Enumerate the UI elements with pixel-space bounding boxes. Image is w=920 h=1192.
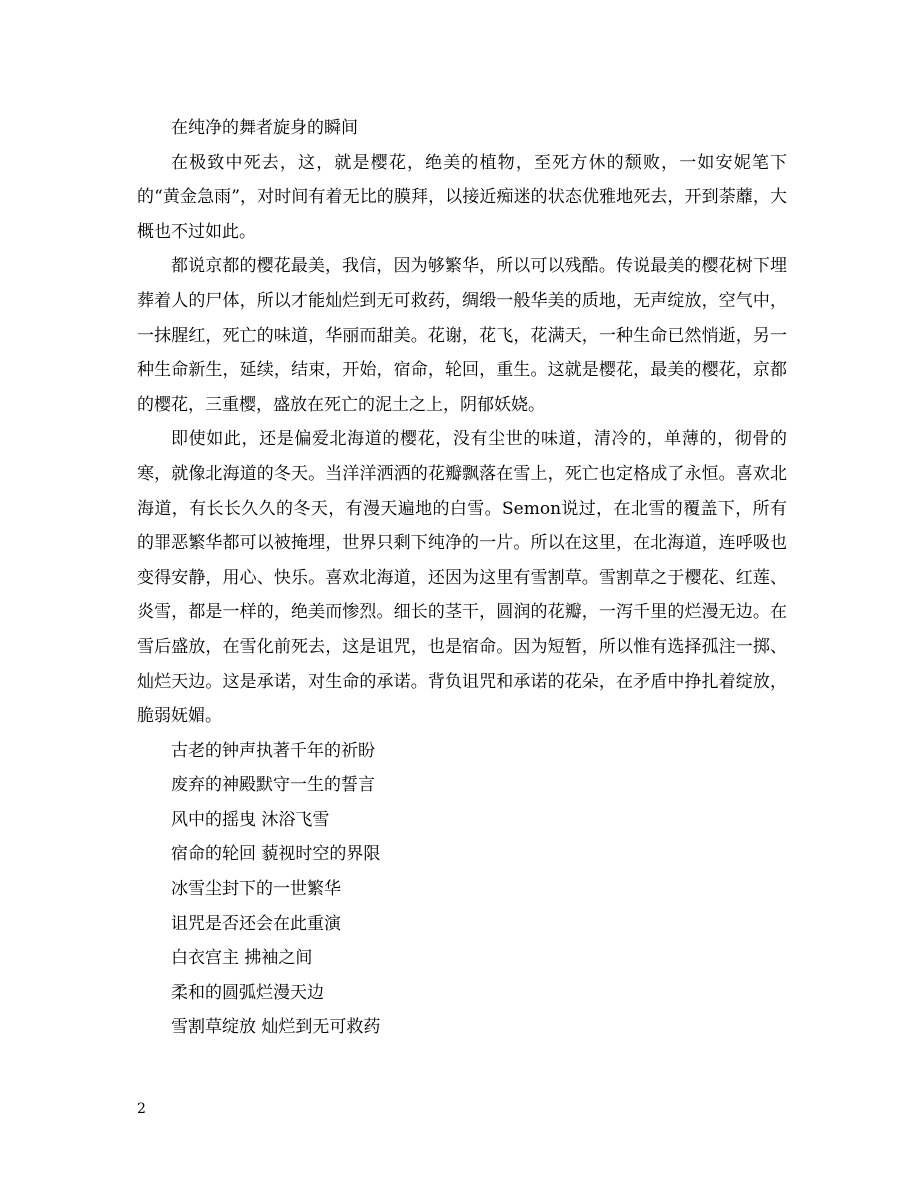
poem-line: 宿命的轮回 藐视时空的界限 — [171, 844, 381, 865]
document-body — [137, 111, 787, 1045]
poem-line: 白衣宫主 拂袖之间 — [171, 948, 313, 969]
poem-line: 诅咒是否还会在此重演 — [171, 913, 341, 934]
page-number: 2 — [137, 1101, 146, 1117]
poem-line: 古老的钟声执著千年的祈盼 — [171, 740, 375, 761]
paragraph: 即使如此，还是偏爱北海道的樱花，没有尘世的味道，清冷的，单薄的，彻骨的寒，就像北海道的冬天。当洋洋洒洒的花瓣飘落在雪上，死亡也定格成了永恒。喜欢北海道，有长长久久的冬天，有漫天遍地的白雪。Semon说过，在北雪的覆盖下，所有的罪恶繁华都可以被掩埋，世界只剩下纯净的一片。所以在这里，在北海道，连呼吸也变得安静，用心、快乐。喜欢北海道，还因为这里有雪割草。雪割草之于樱花、红莲、炎雪，都是一样的，绝美而惨烈。细长的茎干，圆润的花瓣，一泻千里的烂漫无边。在雪后盛放，在雪化前死去，这是诅咒，也是宿命。因为短暂，所以惟有选择孤注一掷、灿烂天边。这是承诺，对生命的承诺。背负诅咒和承诺的花朵，在矛盾中挣扎着绽放，脆弱妩媚。 — [137, 429, 787, 727]
opening-line: 在纯净的舞者旋身的瞬间 — [171, 118, 358, 138]
paragraph: 在极致中死去，这，就是樱花，绝美的植物，至死方休的颓败，一如安妮笔下的“黄金急雨”，对时间有着无比的膜拜，以接近痴迷的状态优雅地死去，开到荼蘼，大概也不过如此。 — [137, 152, 787, 242]
paragraph: 都说京都的樱花最美，我信，因为够繁华，所以可以残酷。传说最美的樱花树下埋葬着人的尸体，所以才能灿烂到无可救药，绸缎一般华美的质地，无声绽放，空气中，一抹腥红，死亡的味道，华丽而甜美。花谢，花飞，花满天，一种生命已然悄逝，另一种生命新生，延续，结束，开始，宿命，轮回，重生。这就是樱花，最美的樱花，京都的樱花，三重樱，盛放在死亡的泥土之上，阴郁妖娆。 — [137, 256, 787, 415]
poem-line: 柔和的圆弧烂漫天边 — [171, 982, 324, 1003]
poem-line: 冰雪尘封下的一世繁华 — [171, 879, 341, 900]
poem-line: 废弃的神殿默守一生的誓言 — [171, 775, 375, 796]
poem-line: 风中的摇曳 沐浴飞雪 — [171, 809, 330, 830]
poem-line: 雪割草绽放 灿烂到无可救药 — [171, 1017, 381, 1038]
